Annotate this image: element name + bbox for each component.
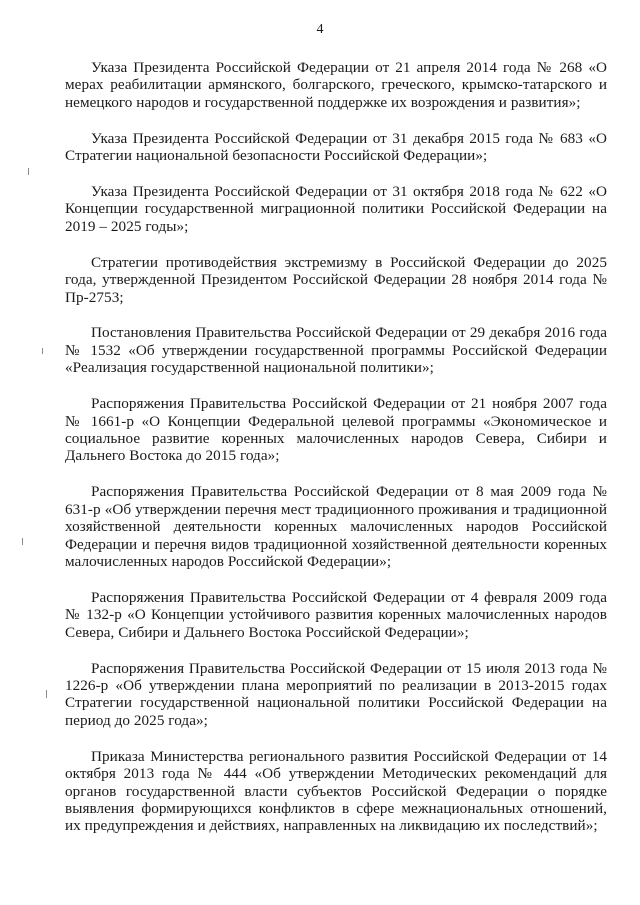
paragraph-extremism-strategy: Стратегии противодействия экстремизму в Российской Федерации до 2025 года, утвержденной Президентом Российской Федерации 28 ноября 2014 года № Пр-2753; bbox=[65, 253, 607, 306]
document-body bbox=[65, 59, 607, 853]
paragraph-order-1226: Распоряжения Правительства Российской Федерации от 15 июля 2013 года № 1226-р «Об утверждении плана мероприятий по реализации в 2013-2015 годах Стратегии государственной национальной политики Российской Федерации на период до 2025 года»; bbox=[65, 659, 607, 729]
paragraph-order-1661: Распоряжения Правительства Российской Федерации от 21 ноября 2007 года № 1661-р «О Концепции Федеральной целевой программы «Экономическое и социальное развитие коренных малочисленных народов Севера, Сибири и Дальнего Востока до 2015 года»; bbox=[65, 395, 607, 465]
page-number: 4 bbox=[316, 22, 324, 37]
scan-mark bbox=[28, 168, 29, 175]
paragraph-order-132: Распоряжения Правительства Российской Федерации от 4 февраля 2009 года № 132-р «О Концепции устойчивого развития коренных малочисленных народов Севера, Сибири и Дальнего Востока Российской Федерации»; bbox=[65, 588, 607, 641]
paragraph-order-631: Распоряжения Правительства Российской Федерации от 8 мая 2009 года № 631-р «Об утверждении перечня мест традиционного проживания и традиционной хозяйственной деятельности коренных малочисленных народов Российской Федерации и перечня видов традиционной хозяйственной деятельности коренных малочисленных народов Российской Федерации»; bbox=[65, 483, 607, 570]
paragraph-decree-683: Указа Президента Российской Федерации от 31 декабря 2015 года № 683 «О Стратегии национальной безопасности Российской Федерации»; bbox=[65, 129, 607, 165]
scan-mark bbox=[42, 348, 43, 354]
scan-mark bbox=[22, 538, 23, 545]
scan-mark bbox=[46, 690, 47, 698]
paragraph-decree-268: Указа Президента Российской Федерации от 21 апреля 2014 года № 268 «О мерах реабилитации армянского, болгарского, греческого, крымско-татарского и немецкого народов и государственной поддержке их возрождения и развития»; bbox=[65, 59, 607, 111]
paragraph-ministry-order-444: Приказа Министерства регионального развития Российской Федерации от 14 октября 2013 года № 444 «Об утверждении Методических рекомендаций для органов государственной власти субъектов Российской Федерации о порядке выявления формирующихся конфликтов в сфере межнациональных отношений, их предупреждения и действиях, направленных на ликвидацию их последствий»; bbox=[65, 747, 607, 835]
paragraph-resolution-1532: Постановления Правительства Российской Федерации от 29 декабря 2016 года № 1532 «Об утверждении государственной программы Российской Федерации «Реализация государственной национальной политики»; bbox=[65, 324, 607, 377]
paragraph-decree-622: Указа Президента Российской Федерации от 31 октября 2018 года № 622 «О Концепции государственной миграционной политики Российской Федерации на 2019 – 2025 годы»; bbox=[65, 183, 607, 235]
